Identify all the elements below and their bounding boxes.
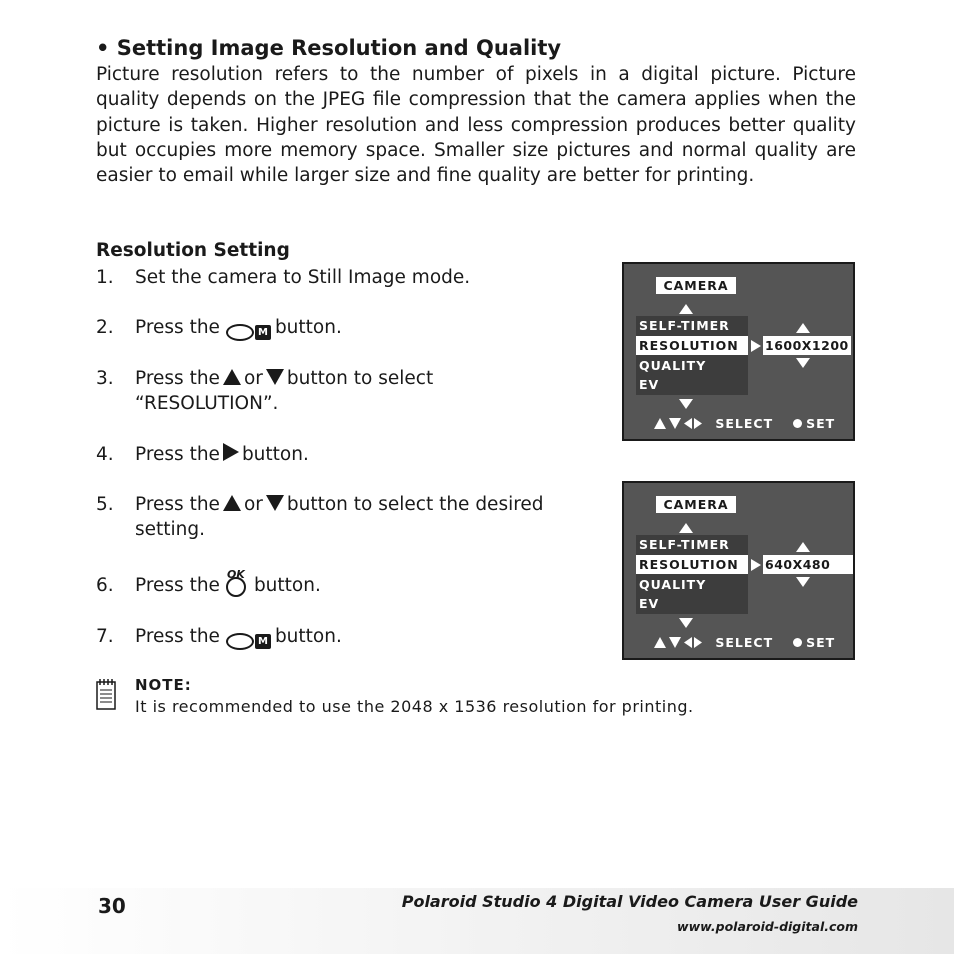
step-text: button. <box>253 575 321 596</box>
menu-item-quality: QUALITY <box>639 577 707 592</box>
ok-button-icon <box>226 568 248 596</box>
intro-paragraph: Picture resolution refers to the number of pixels in a digital picture. Picture quality depends on the JPEG file compression that the camera applies when the picture is taken. Higher resolution and less compression produces better quality but occupies more memory space. Smaller size pictures and normal quality are easier to email while larger size and fine quality are better for printing. <box>96 64 856 187</box>
set-label: SET <box>806 416 836 431</box>
camera-menu-title: CAMERA <box>656 496 736 513</box>
ok-label: OK <box>226 568 245 581</box>
section-title: • Setting Image Resolution and Quality <box>96 36 562 60</box>
step-text: Press the <box>135 494 220 515</box>
select-label: SELECT <box>715 416 774 431</box>
menu-list <box>636 535 748 614</box>
menu-item-resolution: RESOLUTION <box>636 555 748 574</box>
step-number: 3. <box>96 368 114 389</box>
step-text: Press the <box>135 368 220 389</box>
step-continuation: “RESOLUTION”. <box>135 393 279 415</box>
menu-list <box>636 316 748 395</box>
menu-m-label: M <box>255 634 271 649</box>
menu-item-resolution: RESOLUTION <box>636 336 748 355</box>
note-heading: NOTE: <box>135 676 192 694</box>
right-arrow-icon <box>751 340 761 352</box>
step-number: 4. <box>96 444 114 465</box>
down-arrow-icon <box>266 495 284 511</box>
menu-item-quality: QUALITY <box>639 358 707 373</box>
step-text: Press the <box>135 317 220 338</box>
step-6 <box>96 568 321 598</box>
step-text: Press the <box>135 444 220 465</box>
note-text: It is recommended to use the 2048 x 1536 resolution for printing. <box>135 697 694 716</box>
down-arrow-icon <box>796 577 810 587</box>
up-arrow-icon <box>223 495 241 511</box>
menu-button-icon <box>226 319 271 344</box>
camera-menu-title: CAMERA <box>656 277 736 294</box>
step-text: button. <box>274 317 342 338</box>
up-arrow-icon <box>796 323 810 333</box>
menu-item-ev: EV <box>639 596 660 611</box>
direction-arrows-icon <box>654 637 702 648</box>
step-4 <box>96 442 309 467</box>
menu-item-self-timer: SELF-TIMER <box>639 537 730 552</box>
set-label: SET <box>806 635 836 650</box>
resolution-value: 1600X1200 <box>763 336 851 355</box>
step-text: button to select the desired <box>286 494 544 515</box>
direction-arrows-icon <box>654 418 702 429</box>
guide-title: Polaroid Studio 4 Digital Video Camera User Guide <box>401 892 858 911</box>
down-arrow-icon <box>266 369 284 385</box>
step-7 <box>96 624 342 653</box>
step-3 <box>96 366 433 417</box>
right-arrow-icon <box>223 443 239 461</box>
menu-item-ev: EV <box>639 377 660 392</box>
camera-screen-1 <box>622 262 855 441</box>
step-number: 5. <box>96 494 114 515</box>
menu-item-self-timer: SELF-TIMER <box>639 318 730 333</box>
down-arrow-icon <box>796 358 810 368</box>
step-number: 2. <box>96 317 114 338</box>
menu-m-label: M <box>255 325 271 340</box>
step-number: 6. <box>96 575 114 596</box>
resolution-value: 640X480 <box>763 555 853 574</box>
resolution-setting-heading: Resolution Setting <box>96 240 290 261</box>
website-url: www.polaroid-digital.com <box>677 919 858 934</box>
step-text: Press the <box>135 626 220 647</box>
up-arrow-icon <box>679 523 693 533</box>
up-arrow-icon <box>679 304 693 314</box>
step-text: button to select <box>286 368 434 389</box>
step-text: or <box>243 494 263 515</box>
page-number: 30 <box>98 894 126 918</box>
notepad-icon <box>95 678 117 710</box>
step-continuation: setting. <box>135 519 206 541</box>
step-text: Press the <box>135 575 220 596</box>
step-text: button. <box>241 444 309 465</box>
step-2 <box>96 315 342 344</box>
step-number: 7. <box>96 626 114 647</box>
step-1 <box>96 265 470 290</box>
nav-hint-row <box>654 635 835 651</box>
down-arrow-icon <box>679 618 693 628</box>
step-5 <box>96 492 544 543</box>
right-arrow-icon <box>751 559 761 571</box>
select-label: SELECT <box>715 635 774 650</box>
set-dot-icon <box>793 419 802 428</box>
up-arrow-icon <box>796 542 810 552</box>
down-arrow-icon <box>679 399 693 409</box>
step-text: or <box>243 368 263 389</box>
step-text: button. <box>274 626 342 647</box>
camera-screen-2 <box>622 481 855 660</box>
step-number: 1. <box>96 267 114 288</box>
nav-hint-row <box>654 416 835 432</box>
menu-button-icon <box>226 628 271 653</box>
up-arrow-icon <box>223 369 241 385</box>
step-text: Set the camera to Still Image mode. <box>135 267 471 288</box>
set-dot-icon <box>793 638 802 647</box>
